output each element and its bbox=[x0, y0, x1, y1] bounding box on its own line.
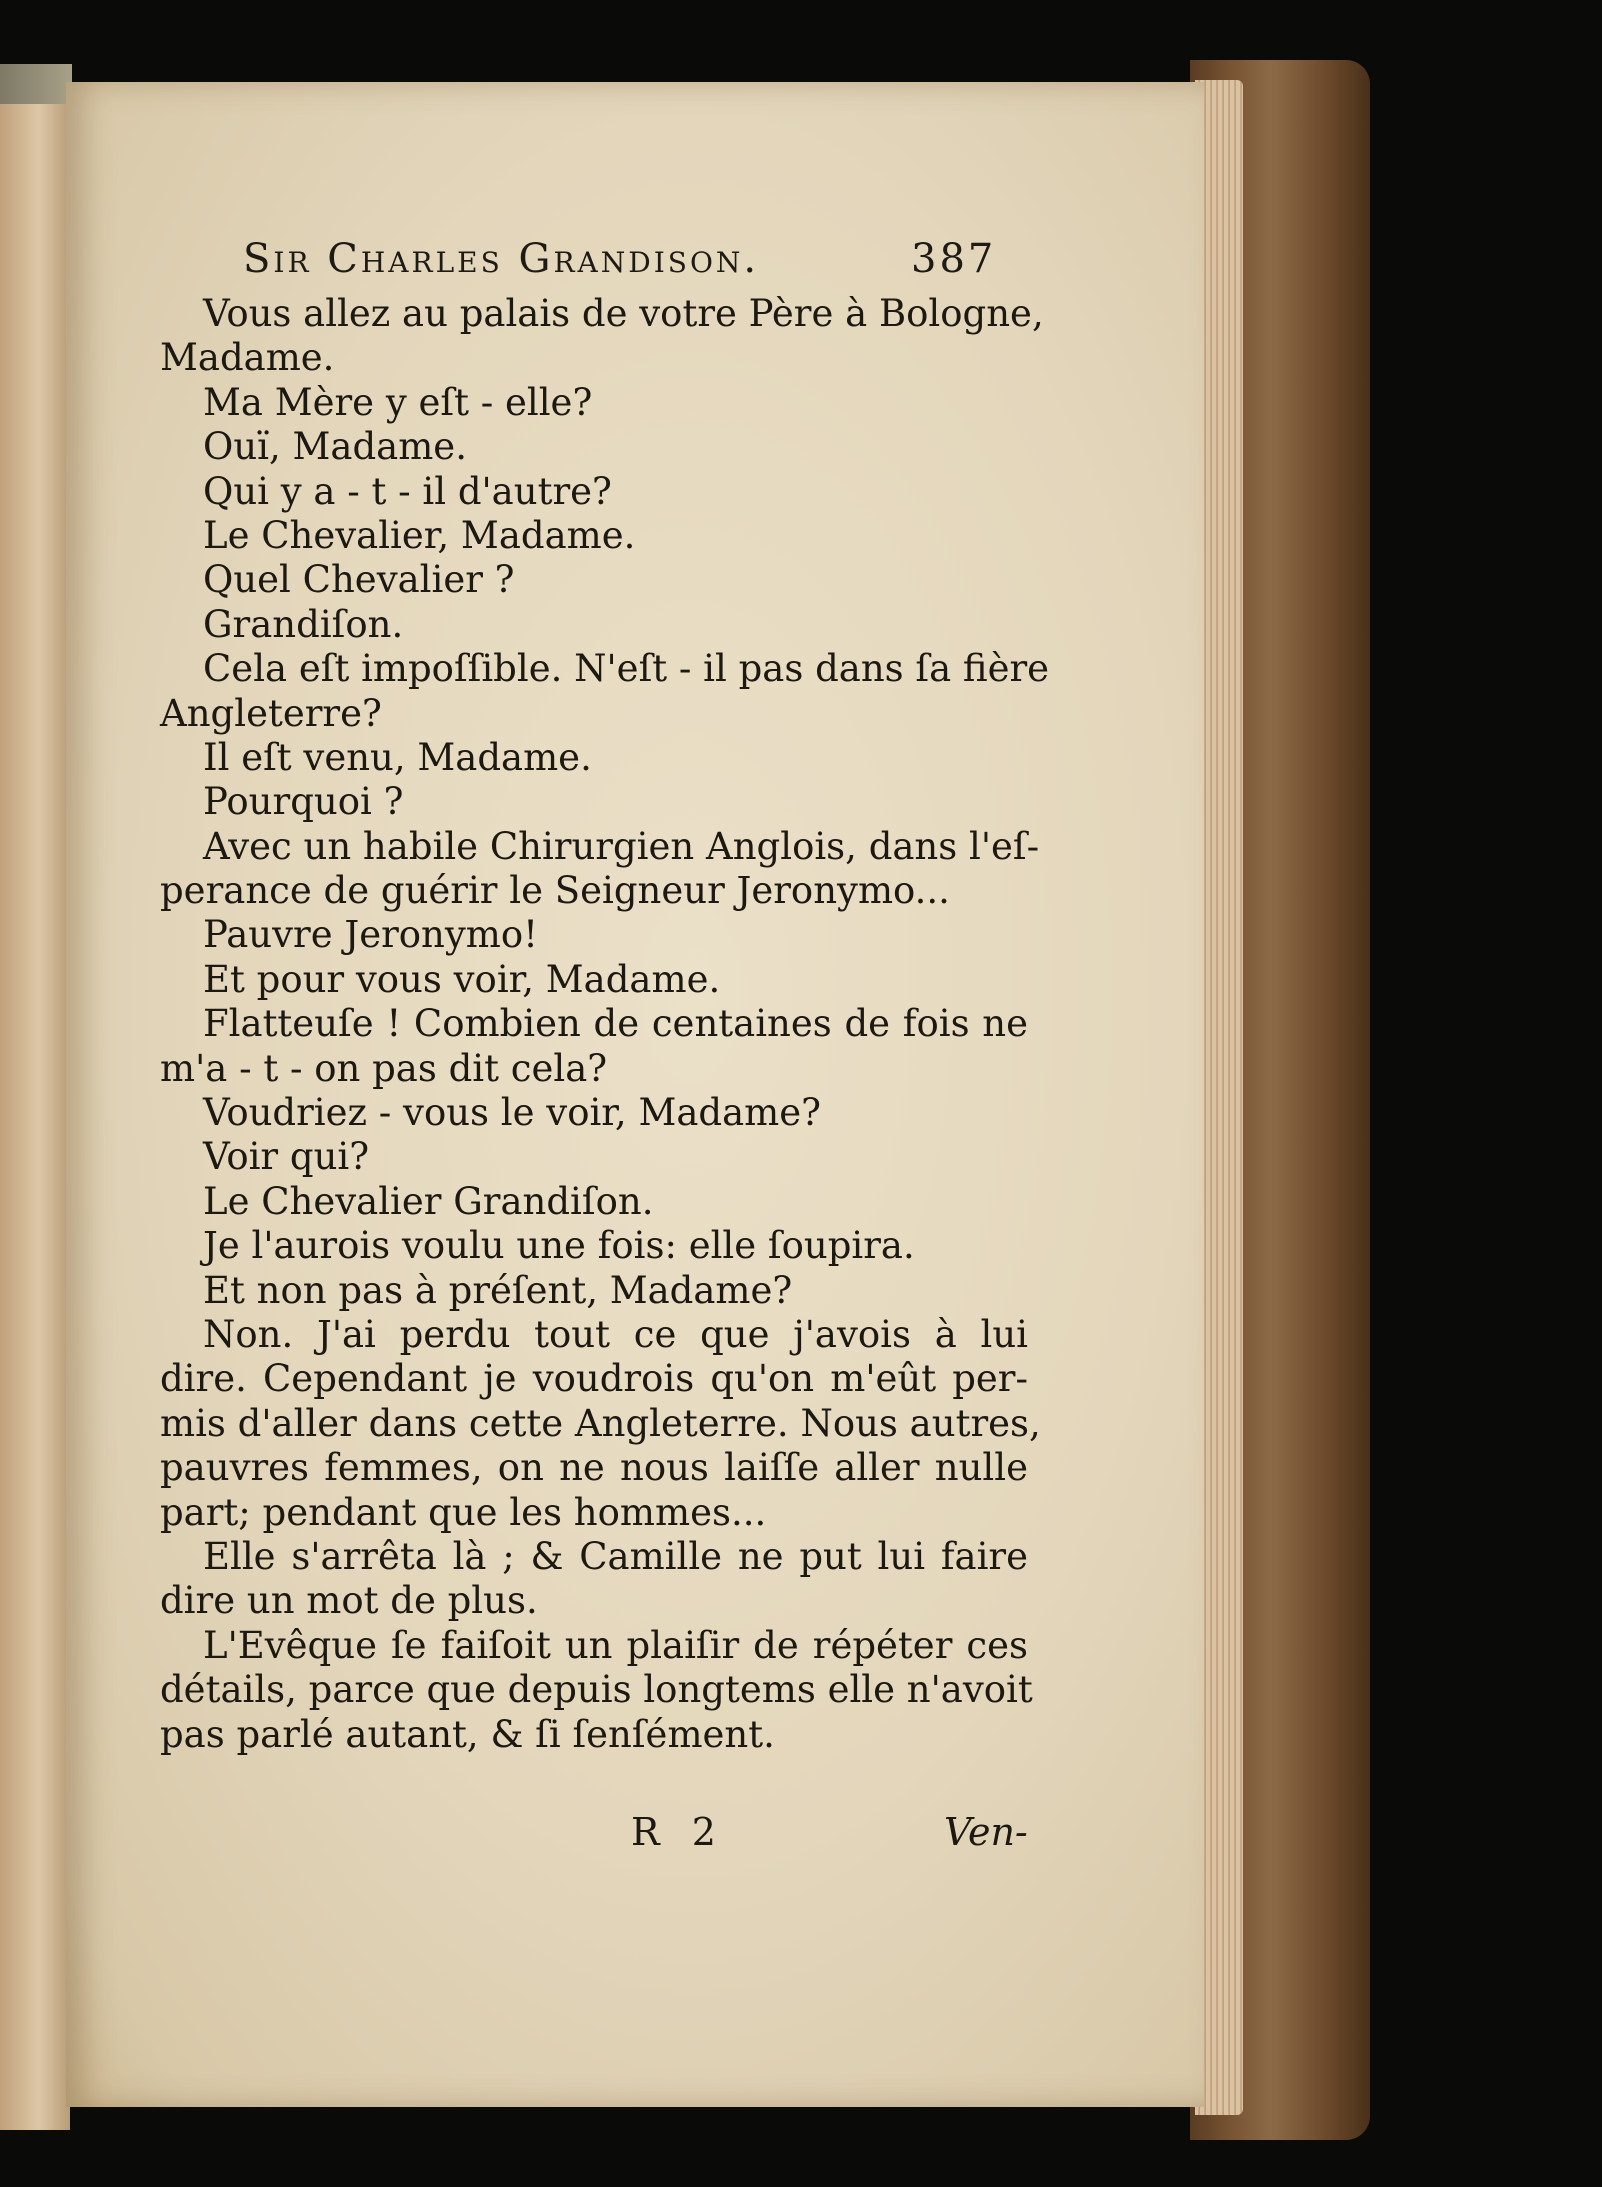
text-line: Elle s'arrêta là ; & Camille ne put lui faire bbox=[203, 1534, 1028, 1578]
text-line: pas parlé autant, & ſi ſenſément. bbox=[160, 1712, 775, 1756]
text-line: dire. Cependant je voudrois qu'on m'eût per- bbox=[160, 1357, 1028, 1401]
text-line: Et pour vous voir, Madame. bbox=[203, 957, 721, 1001]
text-line: Pauvre Jeronymo! bbox=[203, 913, 539, 957]
text-line: Il eſt venu, Madame. bbox=[203, 735, 592, 779]
body-text bbox=[160, 292, 1050, 1757]
text-line: Flatteuſe ! Combien de centaines de fois ne bbox=[203, 1002, 1028, 1046]
text-line: Non. J'ai perdu tout ce que j'avois à lui bbox=[203, 1312, 1028, 1356]
text-line: part; pendant que les hommes... bbox=[160, 1490, 767, 1534]
text-line: Le Chevalier Grandiſon. bbox=[203, 1179, 654, 1223]
text-line: m'a - t - on pas dit cela? bbox=[160, 1046, 608, 1090]
text-line: mis d'aller dans cette Angleterre. Nous autres, bbox=[160, 1401, 1041, 1445]
signature-mark: R 2 bbox=[631, 1810, 726, 1854]
text-line: Avec un habile Chirurgien Anglois, dans l'eſ- bbox=[203, 824, 1040, 868]
facing-page-edge bbox=[0, 80, 70, 2130]
text-line: Angleterre? bbox=[160, 691, 382, 735]
text-line: perance de guérir le Seigneur Jeronymo... bbox=[160, 869, 950, 913]
text-line: dire un mot de plus. bbox=[160, 1579, 538, 1623]
running-title: Sir Charles Grandison. bbox=[243, 236, 760, 282]
text-line: détails, parce que depuis longtems elle n'avoit bbox=[160, 1668, 1033, 1712]
text-line: Le Chevalier, Madame. bbox=[203, 513, 636, 557]
text-line: Voir qui? bbox=[203, 1135, 370, 1179]
text-line: Je l'aurois voulu une fois: elle ſoupira. bbox=[203, 1224, 915, 1268]
text-line: Qui y a - t - il d'autre? bbox=[203, 469, 612, 513]
text-line: Vous allez au palais de votre Père à Bologne, bbox=[203, 292, 1044, 335]
text-line: Pourquoi ? bbox=[203, 780, 404, 824]
catchword: Ven- bbox=[944, 1810, 1028, 1854]
spine-edge bbox=[0, 64, 72, 104]
text-line: Et non pas à préſent, Madame? bbox=[203, 1268, 793, 1312]
page-number: 387 bbox=[911, 236, 997, 282]
text-line: Quel Chevalier ? bbox=[203, 558, 515, 602]
text-line: Grandiſon. bbox=[203, 602, 404, 646]
text-line: Ouï, Madame. bbox=[203, 425, 467, 469]
text-line: Ma Mère y eſt - elle? bbox=[203, 380, 593, 424]
text-line: L'Evêque ſe faiſoit un plaiſir de répéter ces bbox=[203, 1623, 1028, 1667]
text-line: Madame. bbox=[160, 336, 335, 380]
text-line: Voudriez - vous le voir, Madame? bbox=[203, 1091, 821, 1135]
book-page bbox=[66, 82, 1204, 2107]
text-line: Cela eſt impoſſible. N'eſt - il pas dans ſa fière bbox=[203, 647, 1050, 691]
text-line: pauvres femmes, on ne nous laiſſe aller nulle bbox=[160, 1446, 1028, 1490]
